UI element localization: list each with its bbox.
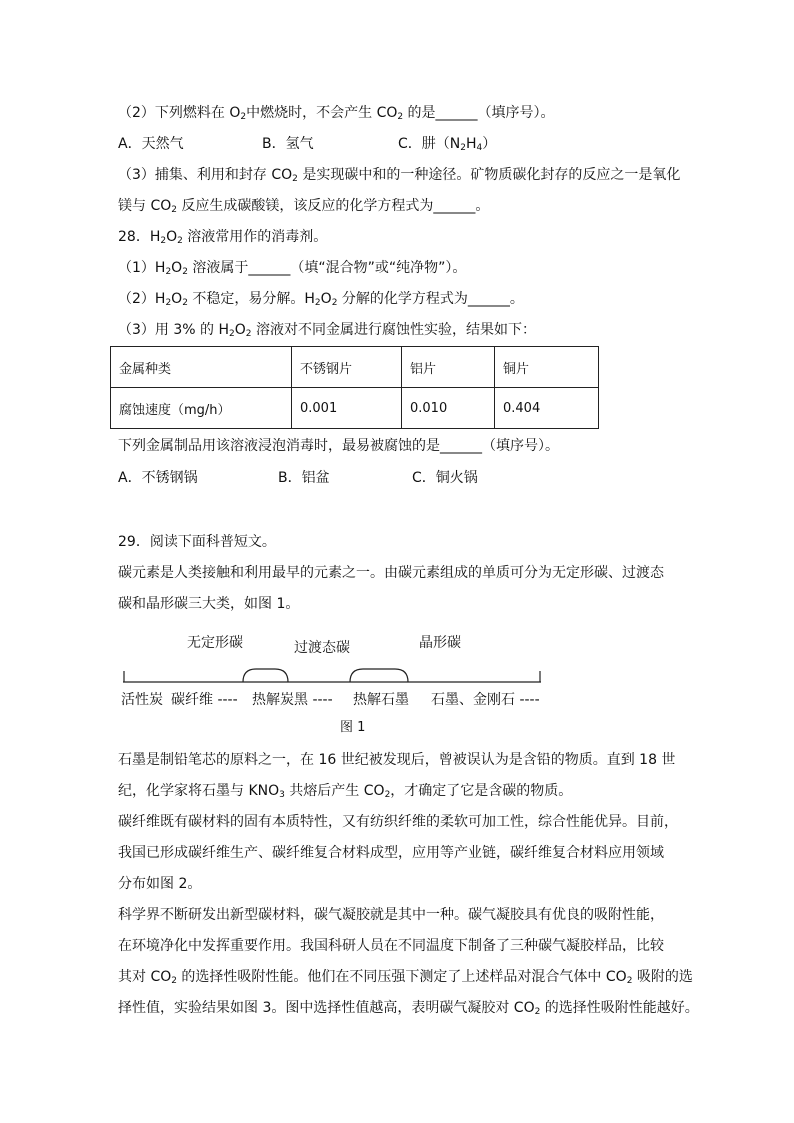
q28-part1: $(1)H_2O_2$ 溶液属于______（填“混合物”或“纯净物”）。	[118, 260, 467, 277]
table-cell: 腐蚀速度（mg/h）	[111, 388, 292, 429]
figure-1-caption: 图 1	[340, 720, 366, 735]
q27-part3-line2: 镁与 $CO_2$ 反应生成碳酸镁，该反应的化学方程式为______。	[118, 198, 490, 215]
overlap-bracket-1	[243, 669, 288, 682]
q29-heading: 29．阅读下面科普短文。	[118, 534, 276, 550]
item-carbon-fiber: 碳纤维 ----	[171, 692, 238, 708]
q29-para4-line3: 其对 $CO_2$ 的选择性吸附性能。他们在不同压强下测定了上述样品对混合气体中 $CO_2$ 吸附的选	[118, 969, 693, 986]
q27-part3-line1: （3）捕集、利用和封存 $CO_2$ 是实现碳中和的一种途径。矿物质碳化封存的反应之一是氧化	[118, 167, 681, 184]
overlap-bracket-2	[350, 669, 408, 682]
item-graphite-diamond: 石墨、金刚石 ----	[431, 692, 540, 708]
table-cell: 0.001	[292, 388, 402, 429]
q27-part2: （2）下列燃料在 $O_2$中燃烧时，不会产生 $CO_2$ 的是______（填序号）。	[118, 105, 555, 122]
q29-para2-line1: 石墨是制铅笔芯的原料之一，在 16 世纪被发现后，曾被误认为是含铅的物质。直到 18 世	[118, 752, 676, 768]
q29-para2-line2: 纪，化学家将石墨与 $KNO_3$ 共熔后产生 $CO_2$，才确定了它是含碳的物质。	[118, 783, 573, 800]
q29-para1-line1: 碳元素是人类接触和利用最早的元素之一。由碳元素组成的单质可分为无定形碳、过渡态	[118, 565, 664, 581]
table-cell: 0.404	[495, 388, 599, 429]
table-cell: 铜片	[495, 347, 599, 388]
q28-heading: 28．$H_2O_2$ 溶液常用作的消毒剂。	[118, 229, 328, 246]
q28-option-c: C．铜火锅	[412, 470, 478, 486]
q29-para1-line2: 碳和晶形碳三大类，如图 1。	[118, 596, 300, 612]
q29-para4-line4: 择性值，实验结果如图 3。图中选择性值越高，表明碳气凝胶对 $CO_2$ 的选择性吸附性能越好。	[118, 1000, 699, 1017]
q29-para3-line3: 分布如图 2。	[118, 876, 202, 892]
table-cell: 铝片	[402, 347, 495, 388]
q29-para3-line1: 碳纤维既有碳材料的固有本质特性，又有纺织纤维的柔软可加工性，综合性能优异。目前，	[118, 814, 678, 830]
item-pyrolytic-graphite: 热解石墨	[353, 692, 409, 708]
item-activated-carbon: 活性炭	[121, 692, 163, 708]
q28-after-table: 下列金属制品用该溶液浸泡消毒时，最易被腐蚀的是______（填序号）。	[118, 438, 559, 454]
item-pyrolytic-carbon-black: 热解炭黑 ----	[252, 692, 333, 708]
q28-part3: （3）用 3% 的 $H_2O_2$ 溶液对不同金属进行腐蚀性实验，结果如下：	[118, 322, 536, 339]
q27-option-c: C．肼$(N_2H_4)$	[398, 136, 497, 153]
table-cell: 0.010	[402, 388, 495, 429]
table-cell: 不锈钢片	[292, 347, 402, 388]
q28-part2: $(2)H_2O_2$ 不稳定，易分解。$H_2O_2$ 分解的化学方程式为______。	[118, 291, 524, 308]
q29-para4-line1: 科学界不断研发出新型碳材料，碳气凝胶就是其中一种。碳气凝胶具有优良的吸附性能，	[118, 907, 664, 923]
q28-option-a: A．不锈钢锅	[118, 470, 198, 486]
label-transition-carbon: 过渡态碳	[294, 640, 350, 656]
q27-option-a: A．天然气	[118, 136, 184, 152]
table-cell: 金属种类	[111, 347, 292, 388]
q29-para3-line2: 我国已形成碳纤维生产、碳纤维复合材料成型，应用等产业链，碳纤维复合材料应用领域	[118, 845, 664, 861]
q27-option-b: B．氢气	[262, 136, 314, 152]
label-amorphous-carbon: 无定形碳	[187, 635, 243, 651]
label-crystal-carbon: 晶形碳	[419, 635, 461, 651]
q28-option-b: B．铝盆	[278, 470, 330, 486]
q29-para4-line2: 在环境净化中发挥重要作用。我国科研人员在不同温度下制备了三种碳气凝胶样品，比较	[118, 938, 664, 954]
